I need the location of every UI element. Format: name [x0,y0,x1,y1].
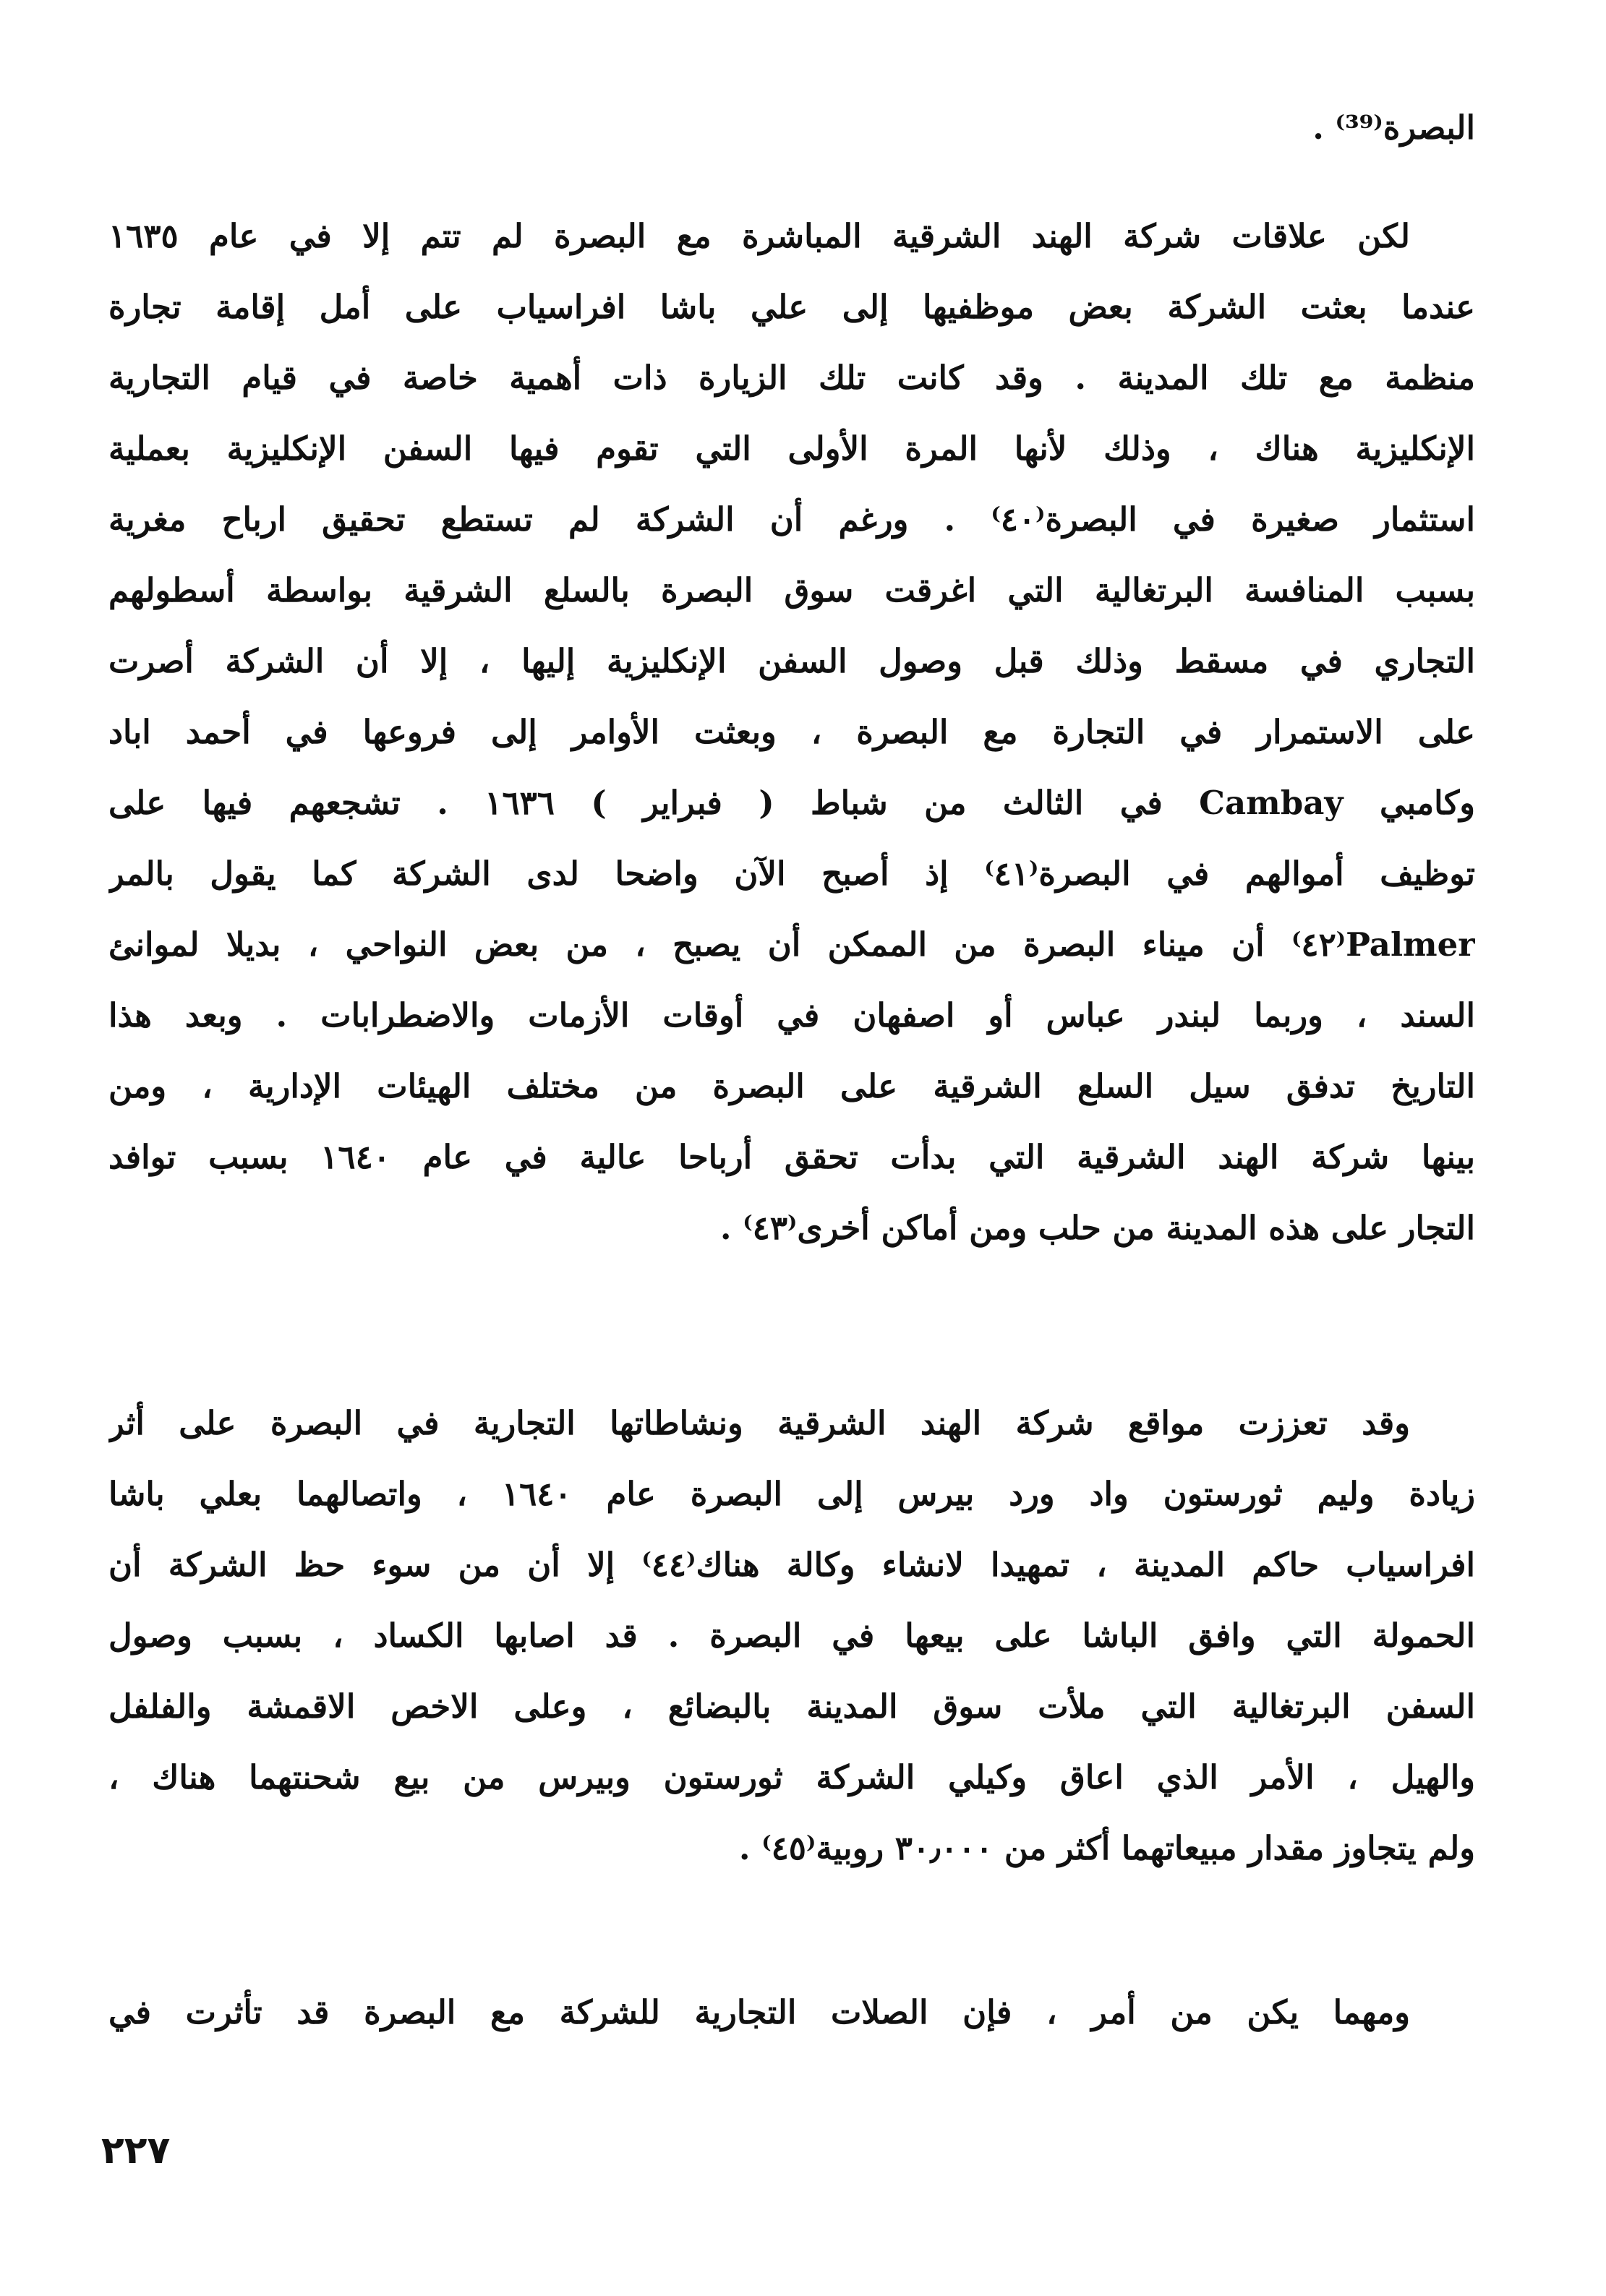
paragraph-3 [108,1977,1475,2048]
text-line: بسبب المنافسة البرتغالية التي اغرقت سوق البصرة بالسلع الشرقية بواسطة أسطولهم [108,571,1475,609]
text-line: استثمار صغيرة في البصرة⁽٤٠⁾ . ورغم أن الشركة لم تستطع تحقيق ارباح مغرية [108,500,1475,539]
text-line: على الاستمرار في التجارة مع البصرة ، وبعثت الأوامر إلى فروعها في أحمد اباد [108,713,1475,751]
text-line: بينها شركة الهند الشرقية التي بدأت تحقق أرباحا عالية في عام ١٦٤٠ بسبب توافد [108,1138,1475,1176]
text-line: عندما بعثت الشركة بعض موظفيها إلى علي باشا افراسياب على أمل إقامة تجارة [108,288,1475,326]
text-line: منظمة مع تلك المدينة . وقد كانت تلك الزيارة ذات أهمية خاصة في قيام التجارية [108,359,1475,397]
text-line: زيادة وليم ثورستون واد ورد بيرس إلى البصرة عام ١٦٤٠ ، واتصالهما بعلي باشا [108,1475,1475,1513]
text-line: افراسياب حاكم المدينة ، تمهيدا لانشاء وكالة هناك⁽٤٤⁾ إلا أن من سوء حظ الشركة أن [108,1546,1475,1584]
text-line: Palmer⁽٤٢⁾ أن ميناء البصرة من الممكن أن يصبح ، من بعض النواحي ، بديلا لموانئ [108,925,1475,964]
opening-line: البصرة⁽³⁹⁾ . [1312,108,1475,147]
text-line: الحمولة التي وافق الباشا على بيعها في البصرة . قد اصابها الكساد ، بسبب وصول [108,1616,1475,1655]
paragraph-2 [108,1388,1475,1884]
text-line: لكن علاقات شركة الهند الشرقية المباشرة مع البصرة لم تتم إلا في عام ١٦٣٥ [108,217,1410,255]
text-line: التاريخ تدفق سيل السلع الشرقية على البصرة من مختلف الهيئات الإدارية ، ومن [108,1067,1475,1105]
page-number: ٢٢٧ [101,2129,171,2172]
text-line: التجاري في مسقط وذلك قبل وصول السفن الإنكليزية إليها ، إلا أن الشركة أصرت [108,642,1475,680]
text-line: والهيل ، الأمر الذي اعاق وكيلي الشركة ثورستون وبيرس من بيع شحنتهما هناك ، [108,1758,1475,1796]
text-line: الإنكليزية هناك ، وذلك لأنها المرة الأولى التي تقوم فيها السفن الإنكليزية بعملية [108,429,1475,468]
text-line: توظيف أموالهم في البصرة⁽٤١⁾ إذ أصبح الآن واضحا لدى الشركة كما يقول بالمر [108,854,1475,893]
text-line: وكامبي Cambay في الثالث من شباط ( فبراير ) ١٦٣٦ . تشجعهم فيها على [108,784,1475,822]
text-line: السفن البرتغالية التي ملأت سوق المدينة بالبضائع ، وعلى الاخص الاقمشة والفلفل [108,1687,1475,1726]
paragraph-1 [108,201,1475,1264]
text-line: ومهما يكن من أمر ، فإن الصلات التجارية للشركة مع البصرة قد تأثرت في [108,1993,1410,2031]
text-line: ولم يتجاوز مقدار مبيعاتهما أكثر من ٣٠٫٠٠٠ روبية⁽٤٥⁾ . [738,1829,1475,1867]
text-line: التجار على هذه المدينة من حلب ومن أماكن أخرى⁽٤٣⁾ . [719,1209,1475,1247]
text-line: السند ، وربما لبندر عباس أو اصفهان في أوقات الأزمات والاضطرابات . وبعد هذا [108,996,1475,1035]
text-line: وقد تعززت مواقع شركة الهند الشرقية ونشاطاتها التجارية في البصرة على أثر [108,1404,1410,1442]
